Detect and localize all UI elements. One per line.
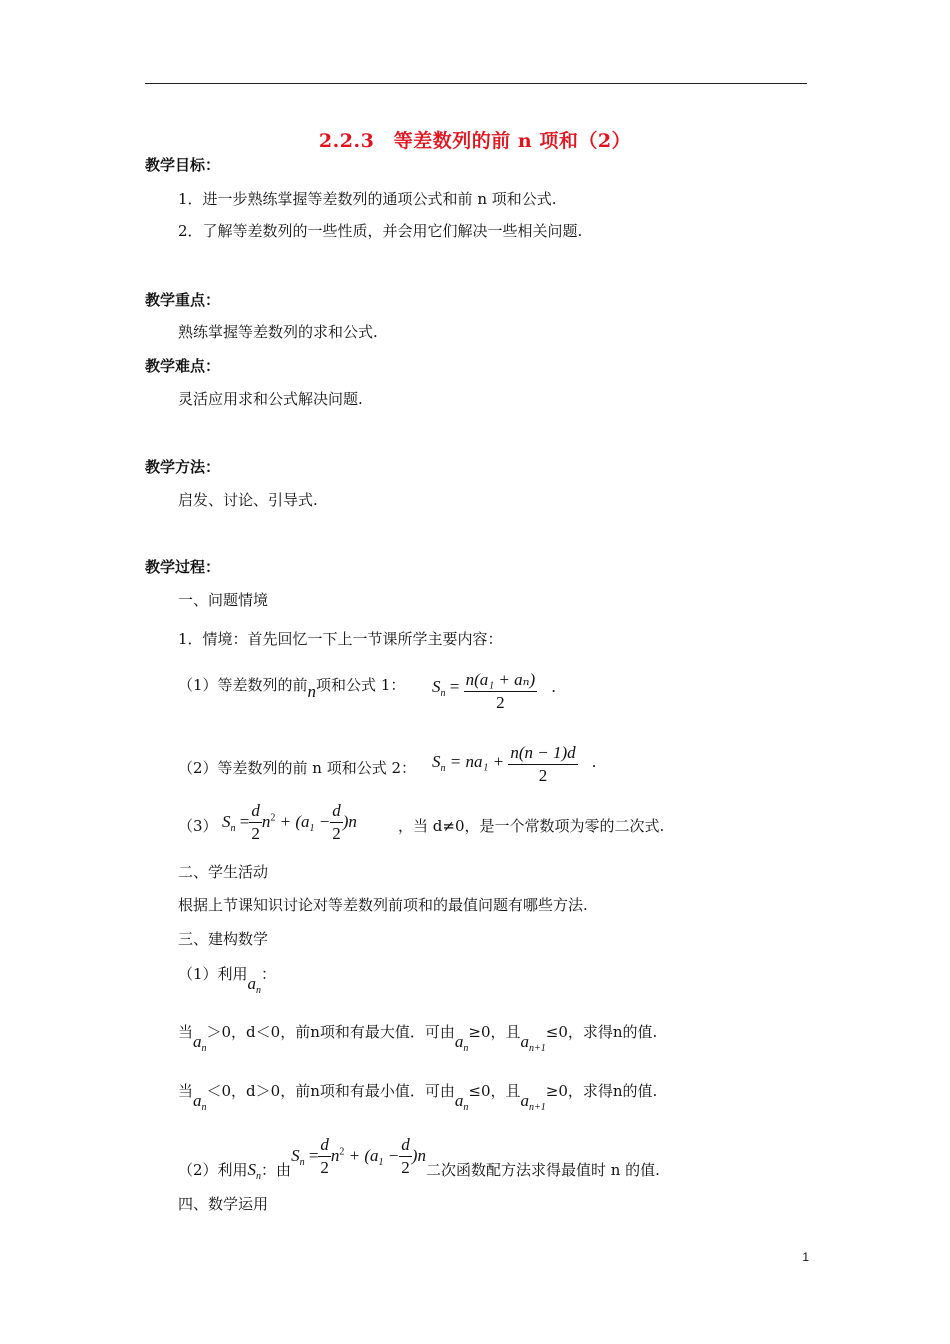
difficulties-heading: 教学难点：	[145, 357, 221, 375]
objective-item-1: 1．进一步熟练掌握等差数列的通项公式和前 n 项和公式.	[178, 190, 557, 208]
use-sn-line: （2）利用$S_n$：由$S_n$ = $\frac{d}{2}$ $n^2 + (a_1$ − $\frac{d}{2}$ )n二次函数配方法求得最值时 n 的值.	[178, 1135, 660, 1182]
case-1-line: 当$a_n>0$，d＜0，前n项和有最大值．可由$a_n\ge 0$，且$a_{n+1}\le 0$，求得n的值.	[178, 1023, 658, 1054]
formula-1: $S_n$ = $\frac{\text{n(a₁ + aₙ)}}{2}$ .	[432, 670, 556, 712]
situation-text: 1．情境：首先回忆一下上一节课所学主要内容：	[178, 630, 503, 648]
key-points-heading: 教学重点：	[145, 291, 221, 309]
page-number: 1	[802, 1250, 809, 1264]
section-3-heading: 三、建构数学	[178, 930, 269, 948]
objective-item-2: 2．了解等差数列的一些性质，并会用它们解决一些相关问题.	[178, 222, 583, 240]
difficulties-text: 灵活应用求和公式解决问题.	[178, 390, 363, 408]
method-text: 启发、讨论、引导式.	[178, 491, 318, 509]
formula-2-label: （2）等差数列的前 n 项和公式 2：	[178, 759, 417, 777]
formula-3-label: （3）	[178, 817, 218, 835]
formula-1-label: （1）等差数列的前n项和公式 1：	[178, 676, 406, 701]
section-1-heading: 一、问题情境	[178, 591, 269, 609]
key-points-text: 熟练掌握等差数列的求和公式.	[178, 323, 378, 341]
method-heading: 教学方法：	[145, 458, 221, 476]
process-heading: 教学过程：	[145, 558, 221, 576]
activity-text: 根据上节课知识讨论对等差数列前项和的最值问题有哪些方法.	[178, 896, 588, 914]
formula-2: $S_n = na_1$ + $\frac{n(n - 1)d}{2}$ .	[432, 743, 597, 785]
section-4-heading: 四、数学运用	[178, 1195, 269, 1213]
formula-3: $S_n$ = $\frac{d}{2}$ $n^2 + (a_1$ − $\frac{d}{2}$ )n	[222, 801, 357, 843]
section-2-heading: 二、学生活动	[178, 863, 269, 881]
formula-3-tail: ，当 d≠0，是一个常数项为零的二次式.	[398, 817, 665, 835]
use-an-line: （1）利用$a_n$：	[178, 965, 277, 996]
page-title: 2.2.3 等差数列的前 n 项和（2）	[318, 130, 632, 152]
case-2-line: 当$a_n<0$，d＞0，前n项和有最小值．可由$a_n\le 0$，且$a_{n+1}\ge 0$，求得n的值.	[178, 1082, 658, 1113]
objectives-heading: 教学目标：	[145, 156, 221, 174]
header-rule	[145, 83, 807, 84]
